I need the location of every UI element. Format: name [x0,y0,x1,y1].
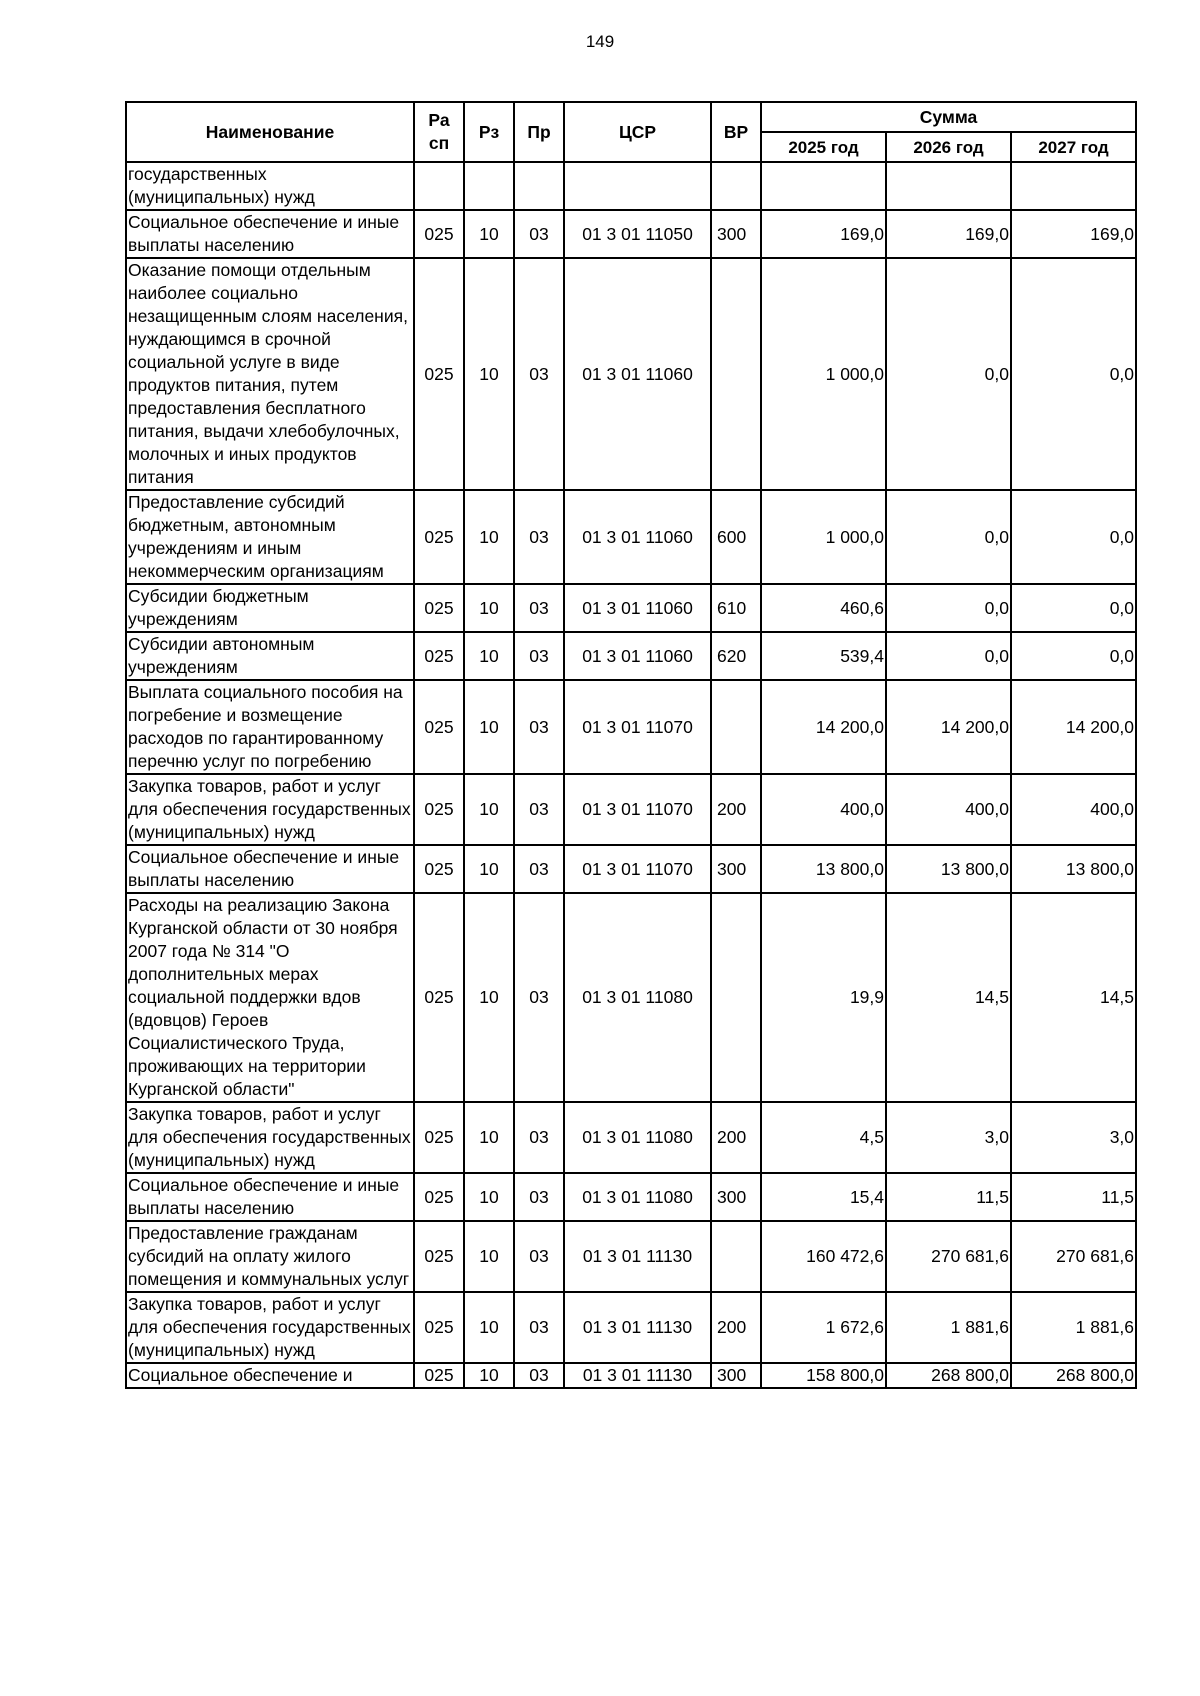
cell-name: Предоставление гражданам субсидий на оплату жилого помещения и коммунальных услуг [126,1221,414,1292]
header-year-2027: 2027 год [1011,132,1136,162]
cell-rasp: 025 [414,490,464,584]
cell-rz: 10 [464,584,514,632]
cell-pr: 03 [514,490,564,584]
cell-rz: 10 [464,1173,514,1221]
cell-rasp: 025 [414,1221,464,1292]
cell-amount-2027: 0,0 [1011,258,1136,490]
cell-rz: 10 [464,1292,514,1363]
cell-pr: 03 [514,774,564,845]
table-row [126,632,1136,680]
table-row [126,845,1136,893]
cell-amount-2027: 0,0 [1011,632,1136,680]
cell-rz: 10 [464,632,514,680]
cell-rz [464,162,514,210]
cell-amount-2026 [886,162,1011,210]
cell-amount-2025: 539,4 [761,632,886,680]
cell-amount-2026: 3,0 [886,1102,1011,1173]
cell-vr [711,1221,761,1292]
cell-pr: 03 [514,210,564,258]
cell-csr [564,162,711,210]
header-rasp: Ра сп [414,102,464,162]
header-sum: Сумма [761,102,1136,132]
table-row [126,1292,1136,1363]
cell-rasp: 025 [414,632,464,680]
cell-vr: 200 [711,1292,761,1363]
cell-amount-2026: 1 881,6 [886,1292,1011,1363]
cell-name: Закупка товаров, работ и услуг для обеспечения государственных (муниципальных) нужд [126,774,414,845]
cell-name: государственных (муниципальных) нужд [126,162,414,210]
cell-amount-2027: 11,5 [1011,1173,1136,1221]
cell-pr: 03 [514,680,564,774]
cell-pr: 03 [514,1173,564,1221]
header-name: Наименование [126,102,414,162]
cell-vr: 600 [711,490,761,584]
cell-amount-2026: 0,0 [886,632,1011,680]
cell-pr: 03 [514,1292,564,1363]
cell-rasp: 025 [414,1363,464,1388]
cell-name: Социальное обеспечение и [126,1363,414,1388]
cell-name: Социальное обеспечение и иные выплаты населению [126,210,414,258]
header-pr: Пр [514,102,564,162]
cell-amount-2026: 0,0 [886,258,1011,490]
cell-rasp: 025 [414,893,464,1102]
cell-name: Расходы на реализацию Закона Курганской области от 30 ноября 2007 года № 314 "О дополнительных мерах социальной поддержки вдов (вдовцов) Героев Социалистического Труда, проживающих на территории Курганской области" [126,893,414,1102]
cell-pr [514,162,564,210]
cell-rz: 10 [464,210,514,258]
cell-name: Выплата социального пособия на погребение и возмещение расходов по гарантированному перечню услуг по погребению [126,680,414,774]
cell-amount-2026: 270 681,6 [886,1221,1011,1292]
cell-rz: 10 [464,258,514,490]
cell-rasp: 025 [414,258,464,490]
header-rz: Рз [464,102,514,162]
table-row [126,774,1136,845]
cell-amount-2026: 13 800,0 [886,845,1011,893]
cell-amount-2027 [1011,162,1136,210]
cell-pr: 03 [514,632,564,680]
cell-csr: 01 3 01 11080 [564,1102,711,1173]
cell-vr [711,258,761,490]
cell-csr: 01 3 01 11130 [564,1221,711,1292]
cell-amount-2026: 169,0 [886,210,1011,258]
cell-csr: 01 3 01 11060 [564,632,711,680]
cell-csr: 01 3 01 11080 [564,893,711,1102]
cell-amount-2026: 400,0 [886,774,1011,845]
cell-rasp: 025 [414,845,464,893]
cell-amount-2026: 0,0 [886,490,1011,584]
cell-rz: 10 [464,1102,514,1173]
cell-rz: 10 [464,774,514,845]
cell-pr: 03 [514,1102,564,1173]
cell-amount-2025: 15,4 [761,1173,886,1221]
header-year-2026: 2026 год [886,132,1011,162]
cell-vr [711,680,761,774]
cell-amount-2025: 19,9 [761,893,886,1102]
cell-amount-2025: 160 472,6 [761,1221,886,1292]
table-row [126,584,1136,632]
cell-csr: 01 3 01 11070 [564,845,711,893]
cell-amount-2027: 1 881,6 [1011,1292,1136,1363]
header-year-2025: 2025 год [761,132,886,162]
cell-amount-2025: 14 200,0 [761,680,886,774]
table-row [126,893,1136,1102]
cell-csr: 01 3 01 11060 [564,584,711,632]
cell-vr: 200 [711,774,761,845]
cell-pr: 03 [514,893,564,1102]
cell-csr: 01 3 01 11070 [564,774,711,845]
table-row [126,680,1136,774]
cell-amount-2025: 13 800,0 [761,845,886,893]
cell-name: Предоставление субсидий бюджетным, автономным учреждениям и иным некоммерческим организациям [126,490,414,584]
cell-amount-2026: 14,5 [886,893,1011,1102]
cell-vr: 610 [711,584,761,632]
cell-vr [711,893,761,1102]
cell-name: Субсидии автономным учреждениям [126,632,414,680]
cell-vr: 300 [711,845,761,893]
cell-amount-2025: 158 800,0 [761,1363,886,1388]
cell-amount-2025: 169,0 [761,210,886,258]
cell-csr: 01 3 01 11060 [564,258,711,490]
table-row [126,1363,1136,1388]
cell-csr: 01 3 01 11130 [564,1292,711,1363]
cell-rasp: 025 [414,584,464,632]
cell-amount-2027: 270 681,6 [1011,1221,1136,1292]
cell-rasp: 025 [414,1292,464,1363]
cell-rasp: 025 [414,210,464,258]
cell-rasp: 025 [414,774,464,845]
table-body [126,162,1136,1388]
cell-vr: 300 [711,210,761,258]
cell-name: Закупка товаров, работ и услуг для обеспечения государственных (муниципальных) нужд [126,1102,414,1173]
cell-vr: 200 [711,1102,761,1173]
table-row [126,1173,1136,1221]
cell-amount-2026: 14 200,0 [886,680,1011,774]
cell-amount-2026: 11,5 [886,1173,1011,1221]
cell-csr: 01 3 01 11130 [564,1363,711,1388]
cell-pr: 03 [514,258,564,490]
cell-rasp: 025 [414,1102,464,1173]
table-row [126,258,1136,490]
cell-amount-2027: 3,0 [1011,1102,1136,1173]
cell-rasp: 025 [414,1173,464,1221]
cell-amount-2027: 0,0 [1011,490,1136,584]
cell-amount-2025 [761,162,886,210]
header-vr: ВР [711,102,761,162]
cell-rasp [414,162,464,210]
cell-pr: 03 [514,1221,564,1292]
cell-amount-2027: 13 800,0 [1011,845,1136,893]
cell-vr: 300 [711,1363,761,1388]
cell-vr: 620 [711,632,761,680]
cell-pr: 03 [514,845,564,893]
table-row [126,1221,1136,1292]
cell-amount-2026: 0,0 [886,584,1011,632]
cell-amount-2027: 169,0 [1011,210,1136,258]
table-row [126,490,1136,584]
budget-table [125,101,1137,1389]
cell-rz: 10 [464,1221,514,1292]
page-number: 149 [585,32,615,51]
cell-pr: 03 [514,584,564,632]
cell-amount-2025: 4,5 [761,1102,886,1173]
cell-amount-2025: 1 672,6 [761,1292,886,1363]
table-row [126,1102,1136,1173]
cell-name: Социальное обеспечение и иные выплаты населению [126,845,414,893]
cell-amount-2025: 1 000,0 [761,258,886,490]
cell-vr: 300 [711,1173,761,1221]
cell-rz: 10 [464,490,514,584]
header-csr: ЦСР [564,102,711,162]
table-row [126,210,1136,258]
cell-name: Закупка товаров, работ и услуг для обеспечения государственных (муниципальных) нужд [126,1292,414,1363]
cell-amount-2027: 14,5 [1011,893,1136,1102]
cell-rz: 10 [464,845,514,893]
cell-name: Субсидии бюджетным учреждениям [126,584,414,632]
cell-name: Оказание помощи отдельным наиболее социально незащищенным слоям населения, нуждающимся в срочной социальной услуге в виде продуктов питания, путем предоставления бесплатного питания, выдачи хлебобулочных, молочных и иных продуктов питания [126,258,414,490]
cell-vr [711,162,761,210]
cell-csr: 01 3 01 11070 [564,680,711,774]
cell-csr: 01 3 01 11060 [564,490,711,584]
cell-pr: 03 [514,1363,564,1388]
cell-csr: 01 3 01 11050 [564,210,711,258]
cell-rz: 10 [464,1363,514,1388]
cell-amount-2027: 400,0 [1011,774,1136,845]
table-row [126,162,1136,210]
cell-csr: 01 3 01 11080 [564,1173,711,1221]
cell-rasp: 025 [414,680,464,774]
cell-amount-2027: 0,0 [1011,584,1136,632]
cell-amount-2027: 14 200,0 [1011,680,1136,774]
cell-amount-2026: 268 800,0 [886,1363,1011,1388]
cell-amount-2025: 1 000,0 [761,490,886,584]
cell-amount-2025: 400,0 [761,774,886,845]
cell-rz: 10 [464,680,514,774]
cell-name: Социальное обеспечение и иные выплаты населению [126,1173,414,1221]
cell-amount-2025: 460,6 [761,584,886,632]
cell-rz: 10 [464,893,514,1102]
cell-amount-2027: 268 800,0 [1011,1363,1136,1388]
table-header [126,102,1136,162]
